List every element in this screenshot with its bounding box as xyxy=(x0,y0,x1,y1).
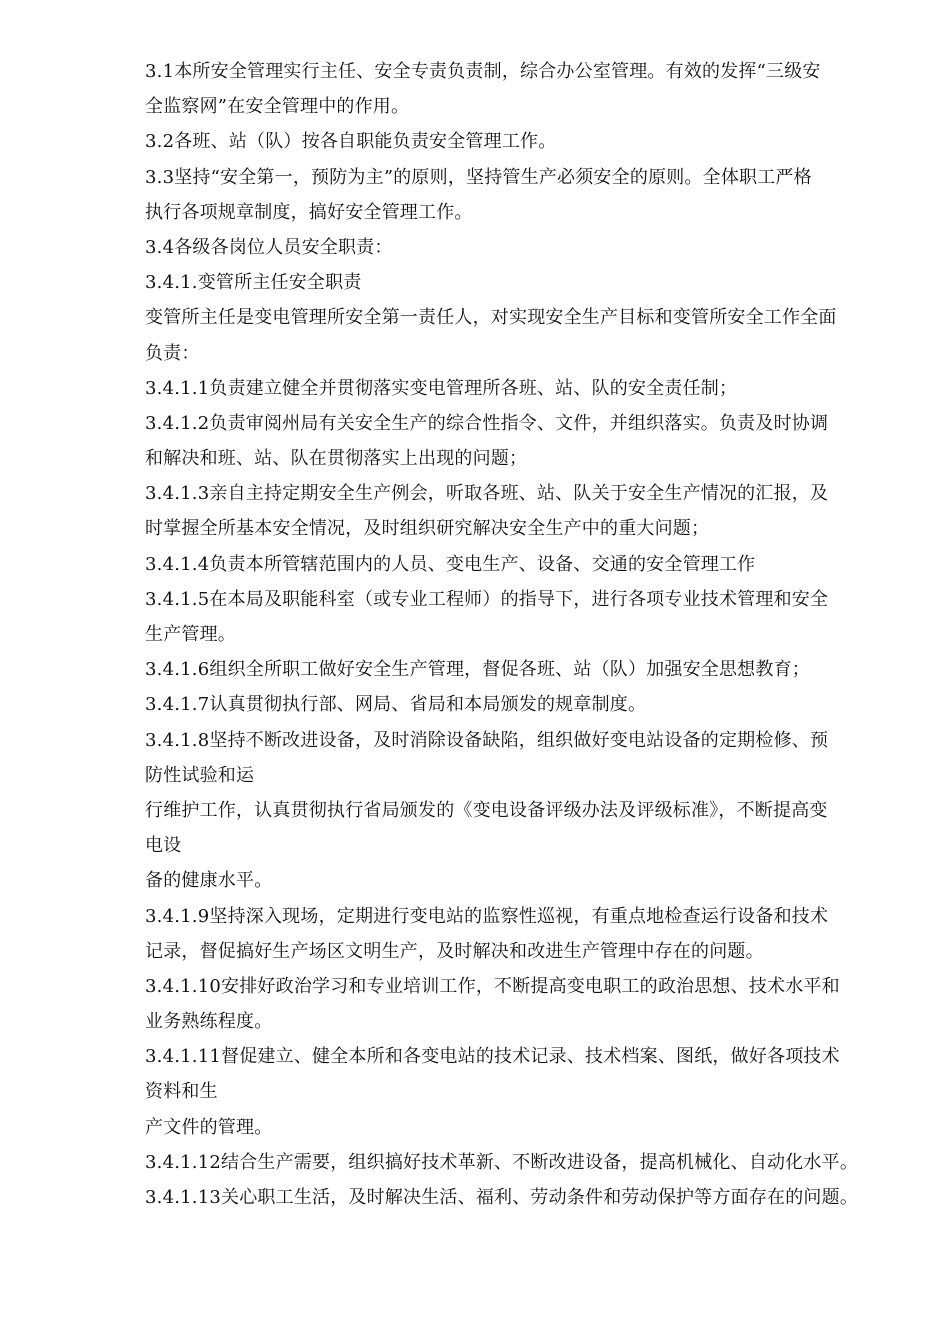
text-line: 电设 xyxy=(145,835,182,857)
text-line: 变管所主任是变电管理所安全第一责任人，对实现安全生产目标和变管所安全工作全面 xyxy=(145,307,837,329)
text-line: 3.4.1.8坚持不断改进设备，及时消除设备缺陷，组织做好变电站设备的定期检修、预 xyxy=(145,729,829,751)
text-line: 负责： xyxy=(145,342,200,364)
text-line: 3.4.1.变管所主任安全职责 xyxy=(145,272,362,294)
document-page xyxy=(145,54,890,1215)
text-line: 防性试验和运 xyxy=(145,764,255,786)
text-line: 3.4.1.11督促建立、健全本所和各变电站的技术记录、技术档案、图纸，做好各项技术 xyxy=(145,1046,840,1068)
text-line: 产文件的管理。 xyxy=(145,1116,273,1138)
text-line: 行维护工作，认真贯彻执行省局颁发的《变电设备评级办法及评级标准》，不断提高变 xyxy=(145,799,828,821)
text-line: 执行各项规章制度，搞好安全管理工作。 xyxy=(145,201,473,223)
text-line: 资料和生 xyxy=(145,1081,218,1103)
text-line: 3.4.1.13关心职工生活，及时解决生活、福利、劳动条件和劳动保护等方面存在的问题。 xyxy=(145,1187,859,1208)
text-line: 3.4各级各岗位人员安全职责： xyxy=(145,236,393,258)
text-line: 备的健康水平。 xyxy=(145,870,273,892)
text-line: 3.4.1.1负责建立健全并贯彻落实变电管理所各班、站、队的安全责任制； xyxy=(145,377,738,399)
text-line: 3.3坚持“安全第一，预防为主”的原则，坚持管生产必须安全的原则。全体职工严格 xyxy=(145,166,812,188)
text-line: 生产管理。 xyxy=(145,624,236,645)
text-line: 和解决和班、站、队在贯彻落实上出现的问题； xyxy=(145,448,528,470)
text-line: 3.2各班、站（队）按各自职能负责安全管理工作。 xyxy=(145,131,557,153)
text-line: 3.4.1.2负责审阅州局有关安全生产的综合性指令、文件，并组织落实。负责及时协调 xyxy=(145,412,829,434)
text-line: 全监察网”在安全管理中的作用。 xyxy=(145,96,410,118)
text-line: 3.4.1.9坚持深入现场，定期进行变电站的监察性巡视，有重点地检查运行设备和技术 xyxy=(145,905,829,927)
text-line: 3.4.1.10安排好政治学习和专业培训工作，不断提高变电职工的政治思想、技术水平和 xyxy=(145,975,840,997)
text-line: 时掌握全所基本安全情况，及时组织研究解决安全生产中的重大问题； xyxy=(145,518,710,540)
text-line: 3.4.1.5在本局及职能科室（或专业工程师）的指导下，进行各项专业技术管理和安全 xyxy=(145,588,829,610)
text-line: 3.4.1.7认真贯彻执行部、网局、省局和本局颁发的规章制度。 xyxy=(145,694,647,716)
text-line: 业务熟练程度。 xyxy=(145,1011,273,1033)
text-line: 3.4.1.3亲自主持定期安全生产例会，听取各班、站、队关于安全生产情况的汇报，及 xyxy=(145,483,829,505)
text-line: 3.4.1.12结合生产需要，组织搞好技术革新、不断改进设备，提高机械化、自动化水平。 xyxy=(145,1151,859,1173)
text-line: 3.4.1.6组织全所职工做好安全生产管理，督促各班、站（队）加强安全思想教育； xyxy=(145,659,810,681)
text-line: 3.4.1.4负责本所管辖范围内的人员、变电生产、设备、交通的安全管理工作 xyxy=(145,553,756,575)
text-line: 记录，督促搞好生产场区文明生产，及时解决和改进生产管理中存在的问题。 xyxy=(145,940,764,962)
text-line: 3.1本所安全管理实行主任、安全专责负责制，综合办公室管理。有效的发挥“三级安 xyxy=(145,61,821,82)
